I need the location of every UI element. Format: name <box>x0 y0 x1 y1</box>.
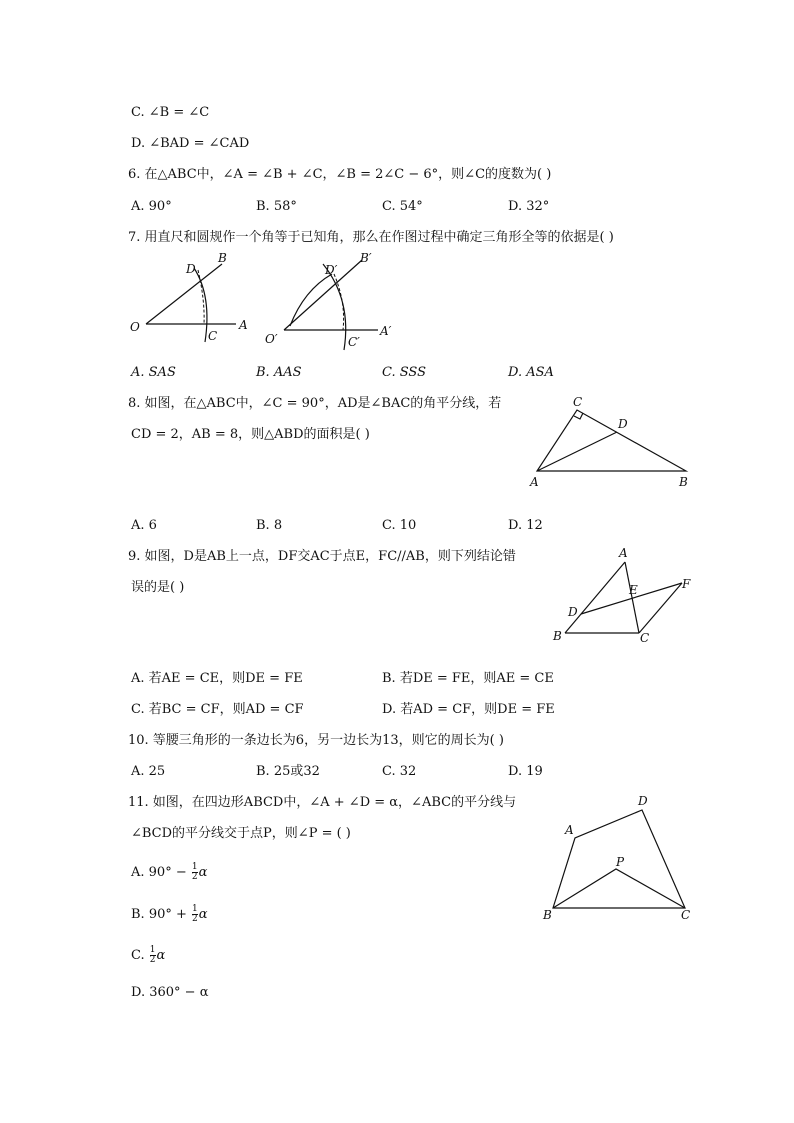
q8-stem-line2: CD = 2，AB = 8，则△ABD的面积是( ) <box>131 427 370 442</box>
q11-label-a: A <box>565 823 574 837</box>
q6-stem: 6. 在△ABC中，∠A = ∠B + ∠C，∠B = 2∠C − 6°，则∠C的度数为( ) <box>128 167 552 182</box>
q9-stem-line2: 误的是( ) <box>131 580 185 595</box>
q9-label-b: B <box>553 629 562 643</box>
q9-option-c: C. 若BC = CF，则AD = CF <box>131 702 304 717</box>
q7-label-o2: O′ <box>265 332 278 346</box>
q7-label-a2: A′ <box>380 324 392 338</box>
q11-option-a-frac-num: 1 <box>191 862 198 872</box>
q8-option-d: D. 12 <box>508 518 543 533</box>
q10-option-a: A. 25 <box>131 764 166 779</box>
q7-label-d2: D′ <box>325 263 338 277</box>
q8-label-a: A <box>530 475 539 489</box>
q11-option-b <box>131 905 208 924</box>
q6-option-a: A. 90° <box>131 199 172 214</box>
q9-option-b: B. 若DE = FE，则AE = CE <box>382 671 554 686</box>
q11-option-c-frac-den: 2 <box>149 955 156 965</box>
q11-label-c: C <box>681 908 691 922</box>
q8-label-d: D <box>618 417 628 431</box>
q7-option-b: B. AAS <box>256 365 302 380</box>
q6-option-b: B. 58° <box>256 199 297 214</box>
q9-label-c: C <box>640 631 650 645</box>
q9-label-f: F <box>682 577 691 591</box>
q11-label-b: B <box>543 908 552 922</box>
q11-option-b-frac-num: 1 <box>192 904 198 914</box>
q8-stem-line1: 8. 如图，在△ABC中，∠C = 90°，AD是∠BAC的角平分线，若 <box>128 396 502 411</box>
q7-stem: 7. 用直尺和圆规作一个角等于已知角，那么在作图过程中确定三角形全等的依据是( ) <box>128 230 614 245</box>
q11-option-c-frac-num: 1 <box>149 945 156 955</box>
q7-label-a: A <box>239 318 248 332</box>
q5-option-d: D. ∠BAD = ∠CAD <box>131 136 250 151</box>
q7-label-o: O <box>130 320 140 334</box>
q7-option-c: C. SSS <box>382 365 427 380</box>
q6-option-c: C. 54° <box>382 199 423 214</box>
q9-option-d: D. 若AD = CF，则DE = FE <box>382 702 555 717</box>
q9-label-e: E <box>629 583 638 597</box>
q7-label-b: B <box>218 251 227 265</box>
q10-stem: 10. 等腰三角形的一条边长为6，另一边长为13，则它的周长为( ) <box>128 733 504 748</box>
q6-option-d: D. 32° <box>508 199 550 214</box>
q11-option-c-prefix: C. <box>131 948 145 963</box>
q10-option-d: D. 19 <box>508 764 543 779</box>
q8-label-c: C <box>573 395 583 409</box>
q8-option-c: C. 10 <box>382 518 417 533</box>
q11-label-d: D <box>638 794 648 808</box>
q9-label-a: A <box>619 546 628 560</box>
q11-stem-line2: ∠BCD的平分线交于点P，则∠P = ( ) <box>131 826 351 841</box>
q10-option-c: C. 32 <box>382 764 417 779</box>
q11-stem-line1: 11. 如图，在四边形ABCD中，∠A + ∠D = α，∠ABC的平分线与 <box>128 795 517 810</box>
q9-stem-line1: 9. 如图，D是AB上一点，DF交AC于点E，FC//AB，则下列结论错 <box>128 549 516 564</box>
q11-option-b-frac-den: 2 <box>192 914 198 924</box>
q11-option-c <box>131 946 165 965</box>
q8-option-a: A. 6 <box>131 518 157 533</box>
q11-label-p: P <box>616 855 625 869</box>
q11-option-b-prefix: B. 90° + <box>131 907 187 922</box>
q11-option-b-alpha: α <box>198 907 208 922</box>
q9-option-a: A. 若AE = CE，则DE = FE <box>131 671 303 686</box>
q11-option-d: D. 360° − α <box>131 985 209 1000</box>
q7-label-c2: C′ <box>348 335 360 349</box>
q7-label-d: D <box>186 262 196 276</box>
q7-option-a: A. SAS <box>131 365 176 380</box>
q7-label-c: C <box>208 329 218 343</box>
q11-option-a-alpha: α <box>198 865 208 880</box>
q8-label-b: B <box>679 475 688 489</box>
q5-option-c: C. ∠B = ∠C <box>131 105 210 120</box>
q11-option-c-alpha: α <box>156 948 166 963</box>
q9-label-d: D <box>568 605 578 619</box>
q8-option-b: B. 8 <box>256 518 283 533</box>
q10-option-b: B. 25或32 <box>256 764 320 779</box>
q11-option-a-frac-den: 2 <box>191 872 198 882</box>
q7-option-d: D. ASA <box>508 365 554 380</box>
q7-label-b2: B′ <box>360 251 372 265</box>
q11-option-a-prefix: A. 90° − <box>131 865 187 880</box>
q11-option-a <box>131 863 207 882</box>
